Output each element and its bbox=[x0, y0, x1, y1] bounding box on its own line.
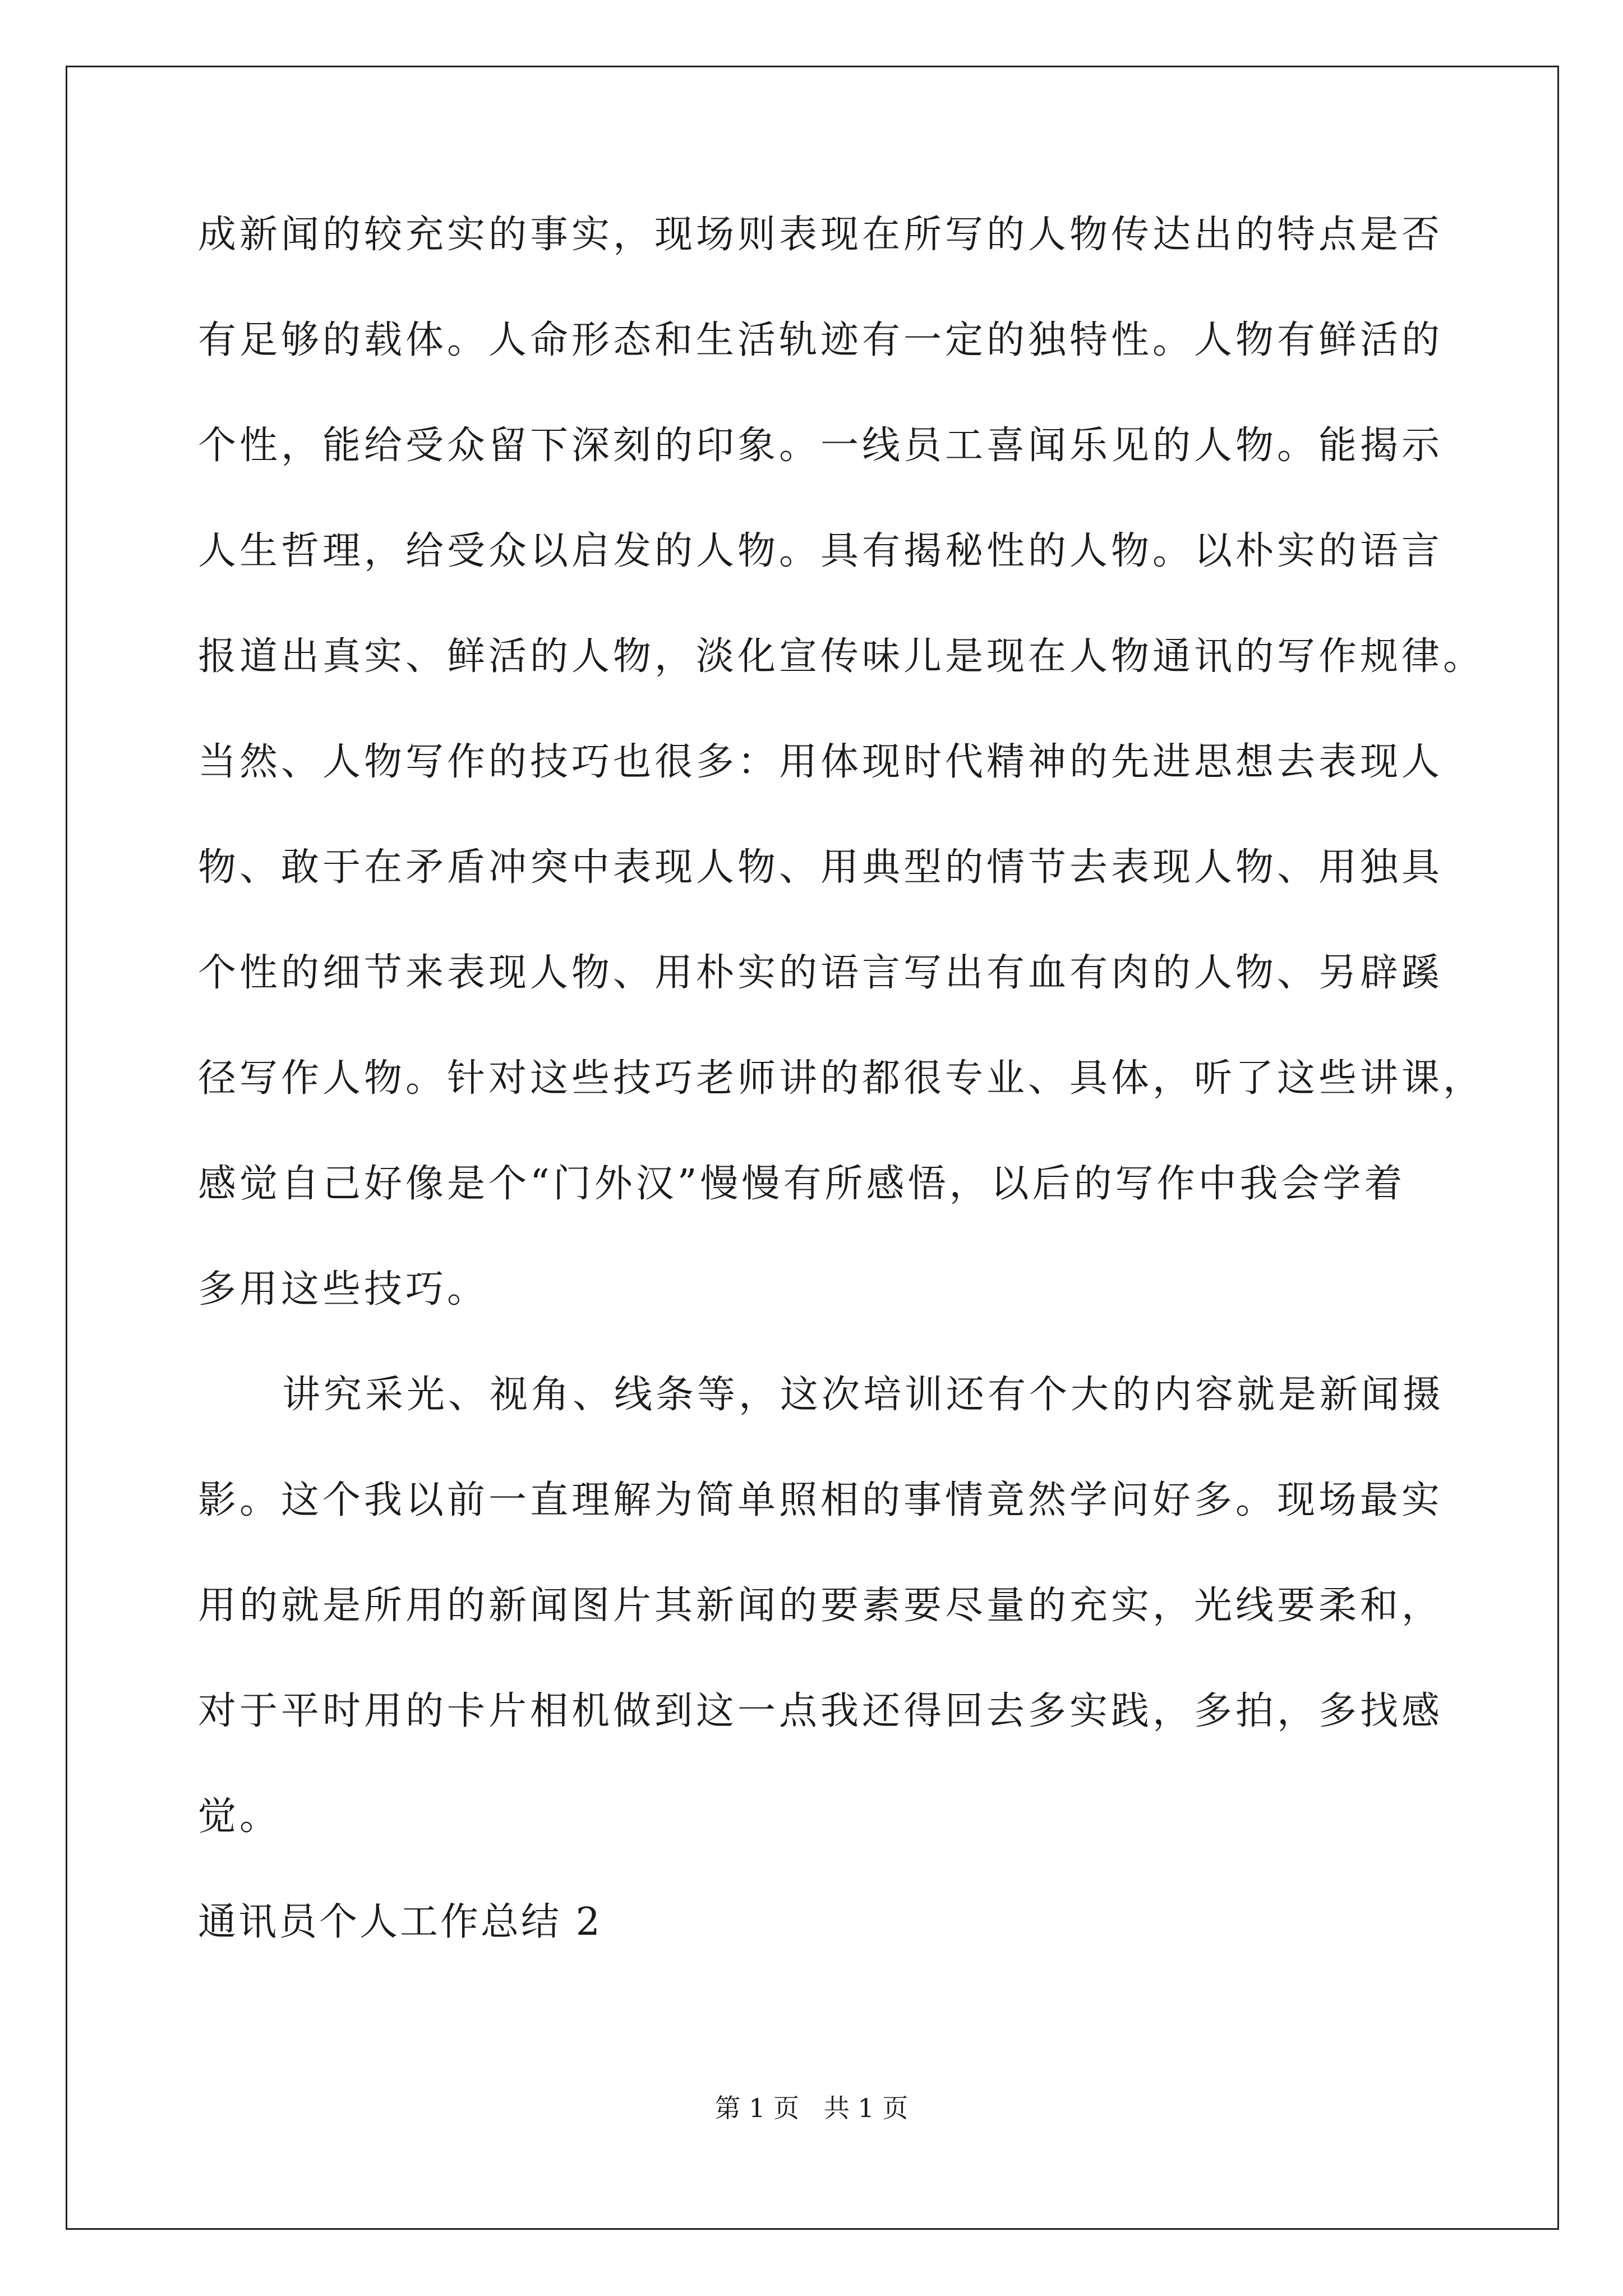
paragraph-line: 影。这个我以前一直理解为简单照相的事情竟然学问好多。现场最实 bbox=[198, 1478, 1444, 1522]
paragraph-line: 人生哲理，给受众以启发的人物。具有揭秘性的人物。以朴实的语言 bbox=[198, 529, 1444, 573]
section-heading: 通讯员个人工作总结 2 bbox=[198, 1900, 602, 1944]
paragraph-line: 报道出真实、鲜活的人物，淡化宣传味儿是现在人物通讯的写作规律。 bbox=[198, 634, 1485, 679]
paragraph-line: 感觉自己好像是个“门外汉”慢慢有所感悟，以后的写作中我会学着 bbox=[198, 1162, 1406, 1206]
paragraph-line: 用的就是所用的新闻图片其新闻的要素要尽量的充实，光线要柔和， bbox=[198, 1584, 1444, 1628]
paragraph-line: 对于平时用的卡片相机做到这一点我还得回去多实践，多拍，多找感 bbox=[198, 1689, 1444, 1733]
paragraph-line: 个性的细节来表现人物、用朴实的语言写出有血有肉的人物、另辟蹊 bbox=[198, 951, 1444, 995]
paragraph-first-line: 讲究采光、视角、线条等，这次培训还有个大的内容就是新闻摄 bbox=[282, 1373, 1445, 1417]
page-footer: 第 1 页 共 1 页 bbox=[714, 2093, 909, 2123]
document-body bbox=[198, 213, 1485, 1944]
paragraph-line: 物、敢于在矛盾冲突中表现人物、用典型的情节去表现人物、用独具 bbox=[198, 845, 1444, 890]
paragraph-line: 觉。 bbox=[198, 1795, 282, 1839]
paragraph-line: 多用这些技巧。 bbox=[198, 1267, 489, 1312]
paragraph-line: 当然、人物写作的技巧也很多：用体现时代精神的先进思想去表现人 bbox=[198, 740, 1444, 784]
paragraph-line: 径写作人物。针对这些技巧老师讲的都很专业、具体，听了这些讲课， bbox=[198, 1056, 1485, 1101]
paragraph-line: 成新闻的较充实的事实，现场则表现在所写的人物传达出的特点是否 bbox=[198, 213, 1444, 257]
paragraph-line: 有足够的载体。人命形态和生活轨迹有一定的独特性。人物有鲜活的 bbox=[198, 318, 1444, 362]
paragraph-line: 个性，能给受众留下深刻的印象。一线员工喜闻乐见的人物。能揭示 bbox=[198, 424, 1444, 468]
